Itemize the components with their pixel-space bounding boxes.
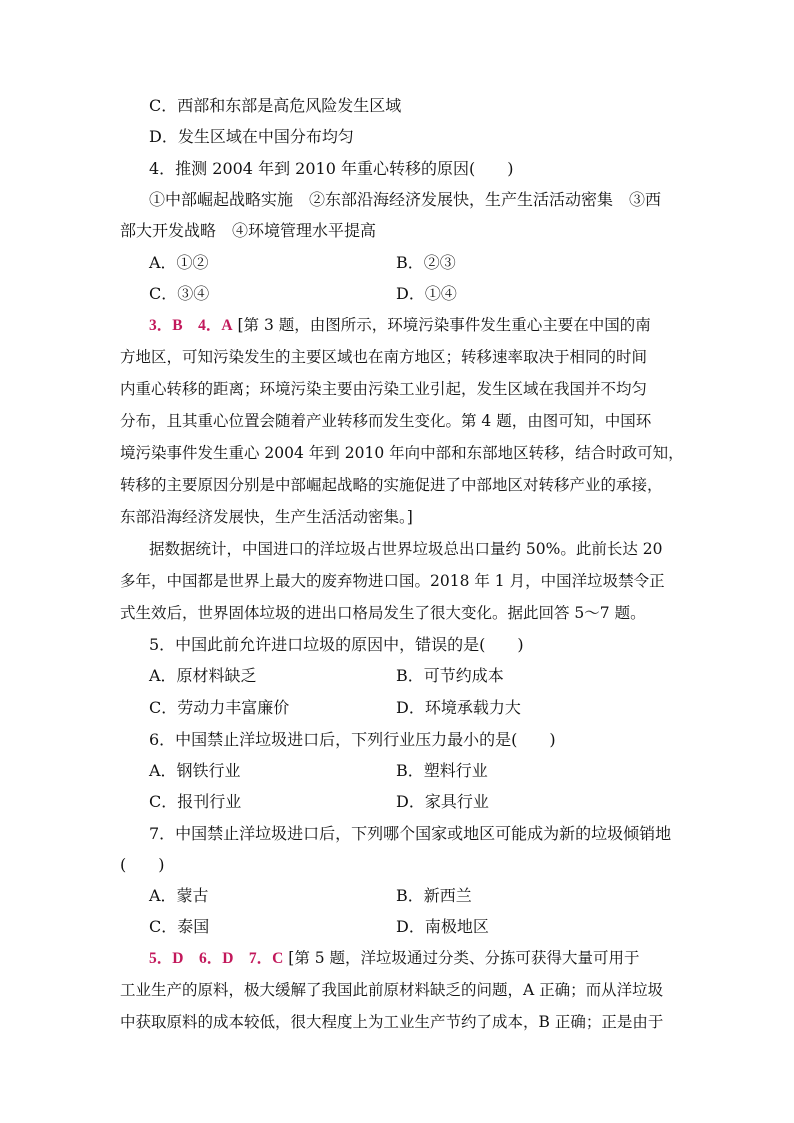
q7-option-a: A．蒙古 [149,886,209,905]
q4-option-d: D．①④ [396,284,457,303]
q5-option-b: B．可节约成本 [396,666,504,685]
q3-option-d: D．发生区域在中国分布均匀 [149,127,354,146]
q6-option-d: D．家具行业 [396,792,489,811]
passage-line3: 式生效后，世界固体垃圾的进出口格局发生了很大变化。据此回答 5～7 题。 [120,604,646,622]
answer-key-3-4: 3．B 4．A [149,317,233,334]
q4-items-line2: 部大开发战略 ④环境管理水平提高 [120,221,377,240]
q7-option-d: D．南极地区 [396,917,489,936]
q5-option-c: C．劳动力丰富廉价 [149,698,290,717]
answer-3-4-line6: 转移的主要原因分别是中部崛起战略的实施促进了中部地区对转移产业的承接， [120,476,663,494]
answer-key-5-7: 5．D 6．D 7．C [149,950,284,967]
answer-5-7-line1 [149,947,640,970]
q6-option-b: B．塑料行业 [396,761,488,780]
answer-3-4-line5: 境污染事件发生重心 2004 年到 2010 年向中部和东部地区转移，结合时政可知， [120,444,684,462]
answer-explanation: [第 3 题，由图所示，环境污染事件发生重心主要在中国的南 [237,316,651,334]
answer-3-4-line1 [149,314,651,337]
answer-5-7-line3: 中获取原料的成本较低，很大程度上为工业生产节约了成本，B 正确；正是由于 [120,1013,664,1031]
q7-option-c: C．泰国 [149,917,210,936]
q3-option-c: C．西部和东部是高危风险发生区域 [149,96,402,115]
q4-items-line1: ①中部崛起战略实施 ②东部沿海经济发展快，生产生活活动密集 ③西 [149,190,662,209]
q7-stem-line2: ( ) [120,855,165,874]
q7-option-b: B．新西兰 [396,886,472,905]
q4-option-c: C．③④ [149,284,210,303]
q4-stem: 4．推测 2004 年到 2010 年重心转移的原因( ) [149,159,514,178]
q4-option-b: B．②③ [396,253,456,272]
passage-line1: 据数据统计，中国进口的洋垃圾占世界垃圾总出口量约 50%。此前长达 20 [149,540,663,558]
q4-option-a: A．①② [149,253,209,272]
answer-3-4-line3: 内重心转移的距离；环境污染主要由污染工业引起，发生区域在我国并不均匀 [120,380,648,398]
answer-3-4-line4: 分布，且其重心位置会随着产业转移而发生变化。第 4 题，由图可知，中国环 [120,412,652,430]
q5-stem: 5．中国此前允许进口垃圾的原因中，错误的是( ) [149,635,524,654]
q6-option-a: A．钢铁行业 [149,761,241,780]
answer-5-7-line2: 工业生产的原料，极大缓解了我国此前原材料缺乏的问题，A 正确；而从洋垃圾 [120,981,664,999]
q6-option-c: C．报刊行业 [149,792,242,811]
q5-option-a: A．原材料缺乏 [149,666,257,685]
q5-option-d: D．环境承载力大 [396,698,521,717]
q6-stem: 6．中国禁止洋垃圾进口后，下列行业压力最小的是( ) [149,730,556,749]
answer-3-4-line7: 东部沿海经济发展快，生产生活活动密集。] [120,508,413,526]
passage-line2: 多年，中国都是世界上最大的废弃物进口国。2018 年 1 月，中国洋垃圾禁令正 [120,572,665,590]
answer-explanation: [第 5 题，洋垃圾通过分类、分拣可获得大量可用于 [288,949,640,967]
q7-stem-line1: 7．中国禁止洋垃圾进口后，下列哪个国家或地区可能成为新的垃圾倾销地 [149,824,672,843]
answer-3-4-line2: 方地区，可知污染发生的主要区域也在南方地区；转移速率取决于相同的时间 [120,348,648,366]
